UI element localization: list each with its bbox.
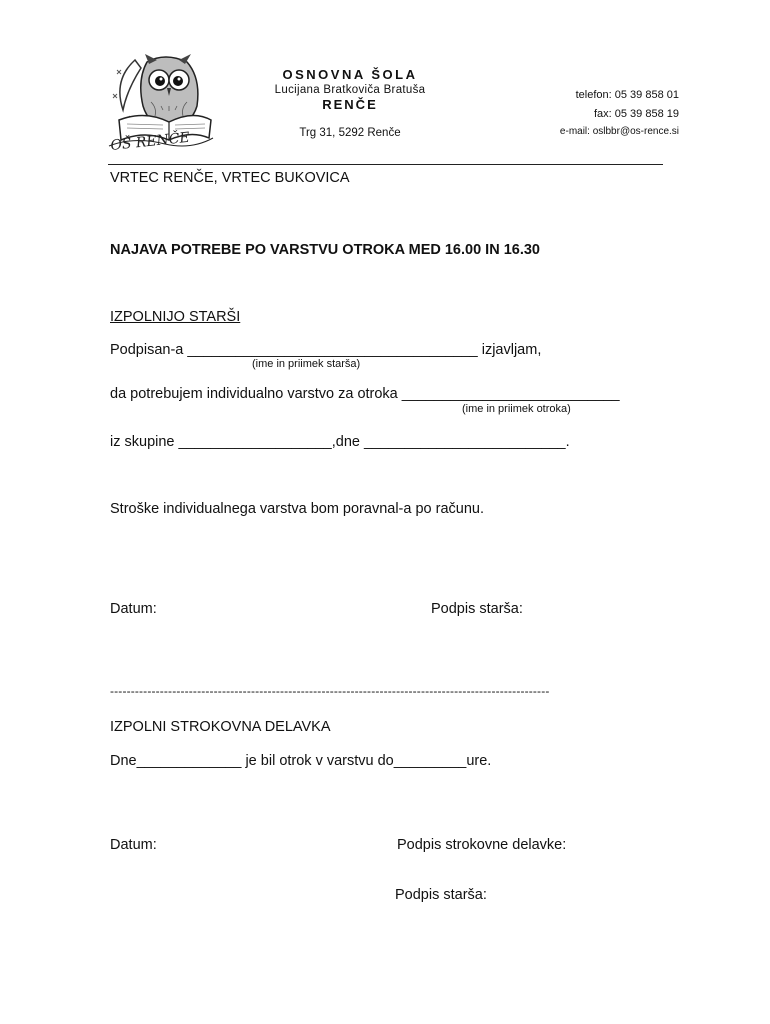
school-address: Trg 31, 5292 Renče — [299, 127, 401, 139]
header-divider — [108, 164, 663, 165]
parents-section-heading: IZPOLNIJO STARŠI — [110, 309, 241, 325]
parent-name-hint: (ime in priimek starša) — [252, 358, 361, 370]
staff-signature-label[interactable]: Podpis strokovne delavke: — [397, 837, 567, 853]
contact-email[interactable]: e-mail: oslbbr@os-rence.si — [559, 126, 679, 137]
section-separator: ---------------------------------------------------------------------------------------------------------- — [110, 684, 550, 698]
school-town: RENČE — [322, 97, 378, 112]
group-date-line[interactable]: iz skupine ___________________,dne _________________________. — [110, 434, 570, 450]
parent-date-label[interactable]: Datum: — [110, 601, 157, 617]
kindergartens-line: VRTEC RENČE, VRTEC BUKOVICA — [110, 170, 350, 186]
contact-phone: telefon: 05 39 858 01 — [575, 89, 679, 101]
staff-date-label[interactable]: Datum: — [110, 837, 157, 853]
school-logo-owl-icon — [105, 50, 215, 154]
staff-care-line[interactable]: Dne_____________ je bil otrok v varstvu do_________ure. — [110, 753, 492, 769]
school-name: OSNOVNA ŠOLA — [282, 67, 418, 82]
form-title: NAJAVA POTREBE PO VARSTVU OTROKA MED 16.00 IN 16.30 — [110, 242, 540, 258]
staff-section-heading: IZPOLNI STROKOVNA DELAVKA — [110, 719, 331, 735]
staff-parent-signature-label[interactable]: Podpis starša: — [395, 887, 487, 903]
svg-text:OŠ RENČE: OŠ RENČE — [109, 129, 191, 154]
parent-signature-label[interactable]: Podpis starša: — [431, 601, 523, 617]
school-subname: Lucijana Bratkoviča Bratuša — [274, 84, 426, 96]
child-name-hint: (ime in priimek otroka) — [462, 403, 571, 415]
contact-fax: fax: 05 39 858 19 — [593, 108, 679, 120]
child-name-line[interactable]: da potrebujem individualno varstvo za otroka ___________________________ — [110, 386, 620, 402]
parent-name-line[interactable]: Podpisan-a ____________________________________ izjavljam, — [110, 342, 542, 358]
costs-statement: Stroške individualnega varstva bom poravnal-a po računu. — [110, 501, 484, 517]
